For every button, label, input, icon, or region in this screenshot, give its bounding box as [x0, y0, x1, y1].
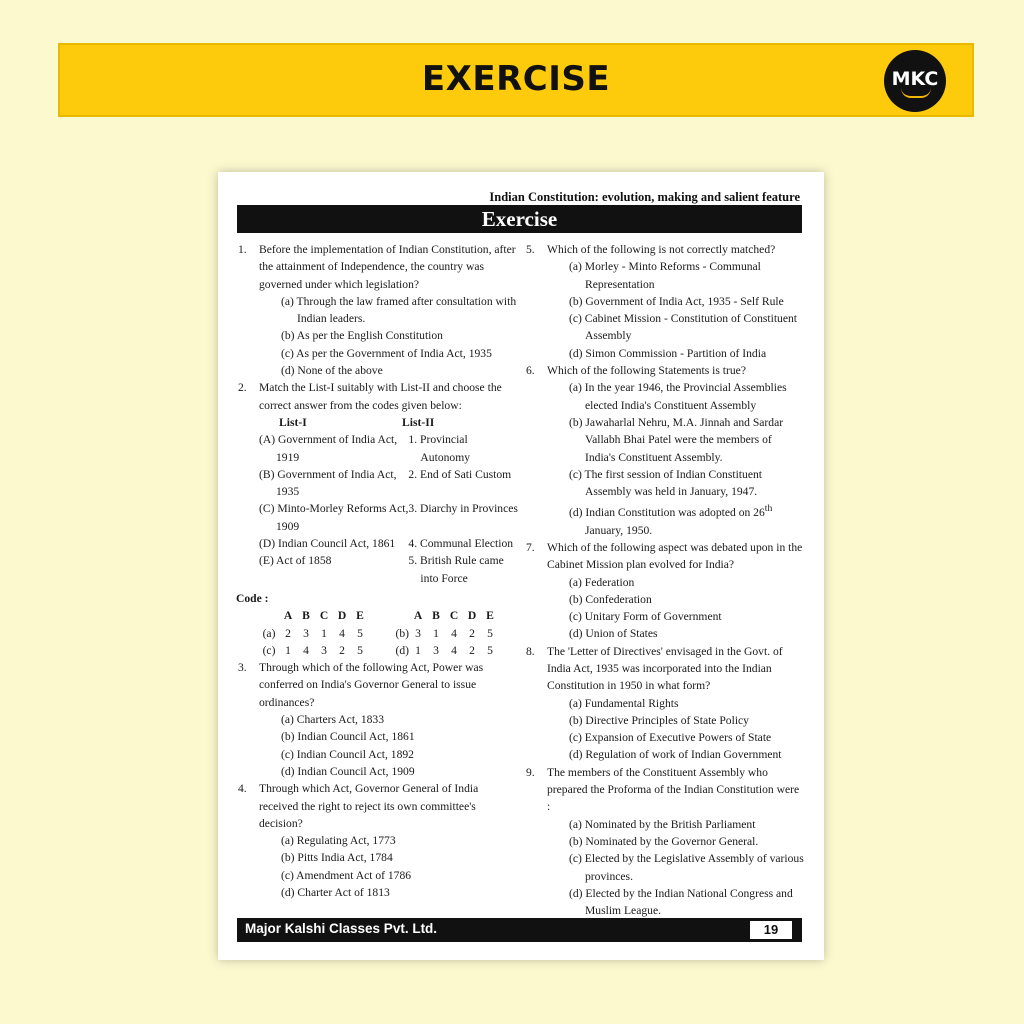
question-6 — [524, 362, 804, 539]
list-1-item: (E) Act of 1858 — [259, 554, 332, 568]
code-letter: A — [413, 609, 423, 623]
code-value: 2 — [469, 643, 475, 657]
question-3 — [236, 659, 518, 780]
question-8 — [524, 643, 804, 764]
code-letter: C — [449, 609, 459, 623]
question-number: 6. — [526, 364, 535, 378]
code-option-label: (c) — [262, 643, 276, 657]
code-value: 5 — [487, 626, 493, 640]
left-column — [236, 241, 518, 901]
section-title-bar: Exercise — [237, 205, 802, 233]
match-row — [236, 535, 518, 552]
code-value: 3 — [433, 643, 439, 657]
code-value: 2 — [285, 626, 291, 640]
question-number: 4. — [238, 782, 247, 796]
option-d: (d) Indian Council Act, 1909 — [281, 764, 415, 778]
running-head: Indian Constitution: evolution, making and salient feature — [489, 190, 800, 204]
code-letter: B — [302, 609, 310, 623]
match-list-header — [236, 414, 518, 431]
question-text: Through which Act, Governor General of India received the right to reject its own committee's decision? — [259, 782, 479, 830]
right-column — [524, 241, 804, 919]
option-c: (c) Cabinet Mission - Constitution of Constituent Assembly — [569, 312, 798, 343]
question-text: Through which of the following Act, Power was conferred on India's Governor General to issue ordinances? — [259, 661, 484, 709]
option-a: (a) Fundamental Rights — [569, 696, 679, 710]
list-1-item: (C) Minto-Morley Reforms Act, 1909 — [259, 502, 409, 533]
code-letter: E — [356, 609, 364, 623]
option-d-date: January, 1950. — [585, 523, 653, 537]
question-number: 5. — [526, 243, 535, 256]
option-d-text: (d) Indian Constitution was adopted on 26 — [569, 506, 765, 520]
option-b: (b) Directive Principles of State Policy — [569, 713, 749, 727]
list-2-item: 5. British Rule came into Force — [408, 554, 504, 585]
question-number: 2. — [238, 381, 247, 395]
code-value: 4 — [339, 626, 345, 640]
option-b: (b) Nominated by the Governor General. — [569, 834, 759, 848]
option-d: (d) Union of States — [569, 627, 658, 641]
list-1-heading: List-I — [279, 415, 307, 429]
question-text: The members of the Constituent Assembly who prepared the Proforma of the Indian Constitution were : — [547, 765, 800, 814]
code-value: 1 — [433, 626, 439, 640]
publisher-name: Major Kalshi Classes Pvt. Ltd. — [245, 921, 438, 936]
book-page — [218, 172, 824, 960]
question-number: 9. — [526, 765, 535, 779]
code-value: 4 — [303, 643, 309, 657]
option-c: (c) Elected by the Legislative Assembly of various provinces. — [569, 852, 804, 883]
code-row-cd — [259, 642, 518, 659]
code-value: 4 — [451, 643, 457, 657]
ordinal-suffix: th — [764, 503, 773, 515]
code-value: 5 — [357, 643, 363, 657]
option-b: (b) Government of India Act, 1935 - Self Rule — [569, 294, 784, 308]
list-1-item: (A) Government of India Act, 1919 — [259, 433, 398, 464]
question-number: 8. — [526, 644, 535, 658]
list-1-item: (B) Government of India Act, 1935 — [259, 467, 397, 499]
list-2-item: 3. Diarchy in Provinces — [408, 502, 518, 516]
list-2-heading: List-II — [402, 415, 435, 429]
match-row — [236, 466, 518, 501]
page-number: 19 — [750, 921, 792, 939]
option-c: (c) Amendment Act of 1786 — [281, 868, 412, 882]
exercise-banner — [58, 43, 974, 117]
banner-title: EXERCISE — [421, 59, 611, 99]
code-value: 3 — [415, 626, 421, 640]
question-2 — [236, 379, 518, 414]
option-a: (a) Regulating Act, 1773 — [281, 834, 396, 848]
question-text: The 'Letter of Directives' envisaged in the Govt. of India Act, 1935 was incorporated into the Indian Constitution in 1950 in what form? — [547, 644, 783, 693]
question-7 — [524, 539, 804, 643]
question-text: Which of the following Statements is true? — [547, 364, 746, 378]
option-b: (b) Indian Council Act, 1861 — [281, 730, 415, 744]
code-value: 2 — [469, 626, 475, 640]
option-a: (a) Through the law framed after consultation with Indian leaders. — [281, 294, 517, 326]
code-value: 1 — [285, 643, 291, 657]
code-letters-row — [259, 607, 518, 624]
code-letter: D — [337, 609, 347, 623]
option-d — [547, 500, 804, 538]
question-number: 3. — [238, 661, 247, 675]
code-value: 1 — [415, 643, 421, 657]
option-b: (b) Jawaharlal Nehru, M.A. Jinnah and Sardar Vallabh Bhai Patel were the members of India's Constituent Assembly. — [569, 415, 784, 464]
option-b: (b) Pitts India Act, 1784 — [281, 851, 393, 865]
page-footer — [237, 918, 802, 942]
option-d: (d) Charter Act of 1813 — [281, 885, 390, 899]
question-text: Before the implementation of Indian Constitution, after the attainment of Independence, the country was governed under which legislation? — [259, 243, 516, 291]
question-1 — [236, 241, 518, 379]
code-value: 2 — [339, 643, 345, 657]
code-value: 4 — [451, 626, 457, 640]
option-b: (b) As per the English Constitution — [281, 329, 443, 343]
code-letter: B — [432, 609, 440, 623]
option-c: (c) Expansion of Executive Powers of State — [569, 731, 772, 745]
question-4 — [236, 780, 518, 901]
code-value: 5 — [357, 626, 363, 640]
code-letter: A — [283, 609, 293, 623]
code-value: 3 — [321, 643, 327, 657]
mkc-logo — [884, 50, 946, 112]
question-5 — [524, 241, 804, 362]
option-d: (d) Regulation of work of Indian Government — [569, 748, 782, 762]
list-1-item: (D) Indian Council Act, 1861 — [259, 537, 396, 551]
code-value: 1 — [321, 626, 327, 640]
code-value: 5 — [487, 643, 493, 657]
question-number: 7. — [526, 540, 535, 554]
option-c: (c) As per the Government of India Act, 1935 — [281, 346, 492, 360]
question-text: Which of the following is not correctly matched? — [547, 243, 776, 256]
list-2-item: 2. End of Sati Custom — [408, 467, 512, 481]
code-letter: E — [486, 609, 494, 623]
option-a: (a) Nominated by the British Parliament — [569, 817, 756, 831]
code-row-ab — [259, 625, 518, 642]
code-letter: C — [319, 609, 329, 623]
option-a: (a) Charters Act, 1833 — [281, 713, 385, 727]
match-row — [236, 500, 518, 535]
match-row — [236, 431, 518, 466]
list-2-item: 4. Communal Election — [408, 537, 514, 551]
question-number: 1. — [238, 243, 247, 256]
option-b: (b) Confederation — [569, 592, 652, 606]
option-c: (c) Unitary Form of Government — [569, 610, 722, 624]
match-row — [236, 552, 518, 587]
question-text: Which of the following aspect was debated upon in the Cabinet Mission plan evolved for India? — [547, 540, 803, 572]
answer-code-grid — [236, 607, 518, 659]
option-d: (d) Simon Commission - Partition of India — [569, 346, 767, 360]
code-letter: D — [467, 609, 477, 623]
option-a: (a) In the year 1946, the Provincial Assemblies elected India's Constituent Assembly — [569, 381, 787, 412]
code-label: Code : — [236, 591, 269, 605]
logo-text: MKC — [891, 68, 939, 90]
question-9 — [524, 764, 804, 920]
code-option-label: (b) — [395, 626, 409, 640]
option-c: (c) Indian Council Act, 1892 — [281, 747, 414, 761]
option-d: (d) None of the above — [281, 364, 383, 378]
code-option-label: (d) — [395, 643, 409, 657]
code-option-label: (a) — [262, 626, 276, 640]
option-a: (a) Morley - Minto Reforms - Communal Representation — [569, 260, 761, 291]
option-d: (d) Elected by the Indian National Congress and Muslim League. — [569, 886, 793, 918]
list-2-item: 1. Provincial Autonomy — [408, 433, 471, 464]
logo-smile-arc-icon — [901, 88, 931, 98]
option-a: (a) Federation — [569, 575, 635, 589]
option-c: (c) The first session of Indian Constituent Assembly was held in January, 1947. — [569, 467, 762, 499]
question-text: Match the List-I suitably with List-II and choose the correct answer from the codes given below: — [259, 381, 502, 412]
code-value: 3 — [303, 626, 309, 640]
